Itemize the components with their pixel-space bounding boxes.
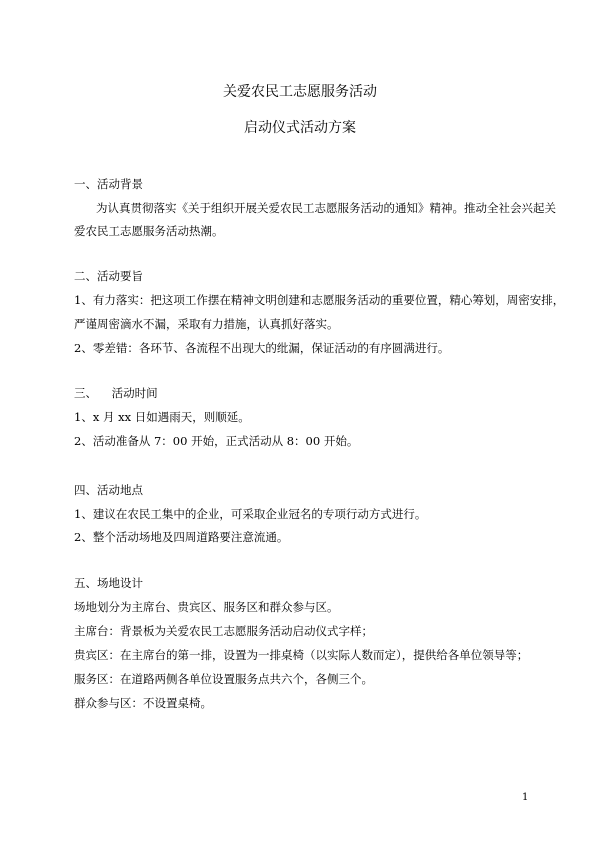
paragraph-line: 主席台：背景板为关爱农民工志愿服务活动启动仪式字样； bbox=[74, 624, 373, 638]
paragraph-line: 2、整个活动场地及四周道路要注意流通。 bbox=[74, 530, 289, 544]
document-title: 关爱农民工志愿服务活动 bbox=[223, 84, 377, 100]
section-heading: 二、活动要旨 bbox=[74, 269, 143, 283]
paragraph-line: 为认真贯彻落实《关于组织开展关爱农民工志愿服务活动的通知》精神。推动全社会兴起关 bbox=[96, 201, 556, 215]
paragraph-line: 1、有力落实：把这项工作摆在精神文明创建和志愿服务活动的重要位置，精心筹划，周密安排， bbox=[74, 293, 565, 307]
paragraph-line: 群众参与区：不设置桌椅。 bbox=[74, 696, 212, 710]
paragraph-line: 1、x 月 xx 日如遇雨天，则顺延。 bbox=[74, 410, 250, 424]
paragraph-line: 服务区：在道路两侧各单位设置服务点共六个，各侧三个。 bbox=[74, 672, 373, 686]
section-heading: 三、 活动时间 bbox=[74, 386, 158, 400]
paragraph-line: 2、活动准备从 7：00 开始，正式活动从 8：00 开始。 bbox=[74, 434, 359, 448]
paragraph-line: 2、零差错：各环节、各流程不出现大的纰漏，保证活动的有序圆满进行。 bbox=[74, 341, 450, 355]
document-subtitle: 启动仪式活动方案 bbox=[244, 120, 356, 136]
paragraph-line: 爱农民工志愿服务活动热潮。 bbox=[74, 224, 224, 238]
paragraph-line: 1、建议在农民工集中的企业，可采取企业冠名的专项行动方式进行。 bbox=[74, 507, 427, 521]
page-number: 1 bbox=[522, 792, 529, 803]
section-heading: 四、活动地点 bbox=[74, 483, 143, 497]
section-heading: 一、活动背景 bbox=[74, 177, 143, 191]
section-heading: 五、场地设计 bbox=[74, 576, 143, 590]
paragraph-line: 场地划分为主席台、贵宾区、服务区和群众参与区。 bbox=[74, 600, 339, 614]
paragraph-line: 贵宾区：在主席台的第一排，设置为一排桌椅（以实际人数而定），提供给各单位领导等； bbox=[74, 648, 529, 662]
paragraph-line: 严谨周密滴水不漏，采取有力措施，认真抓好落实。 bbox=[74, 317, 339, 331]
